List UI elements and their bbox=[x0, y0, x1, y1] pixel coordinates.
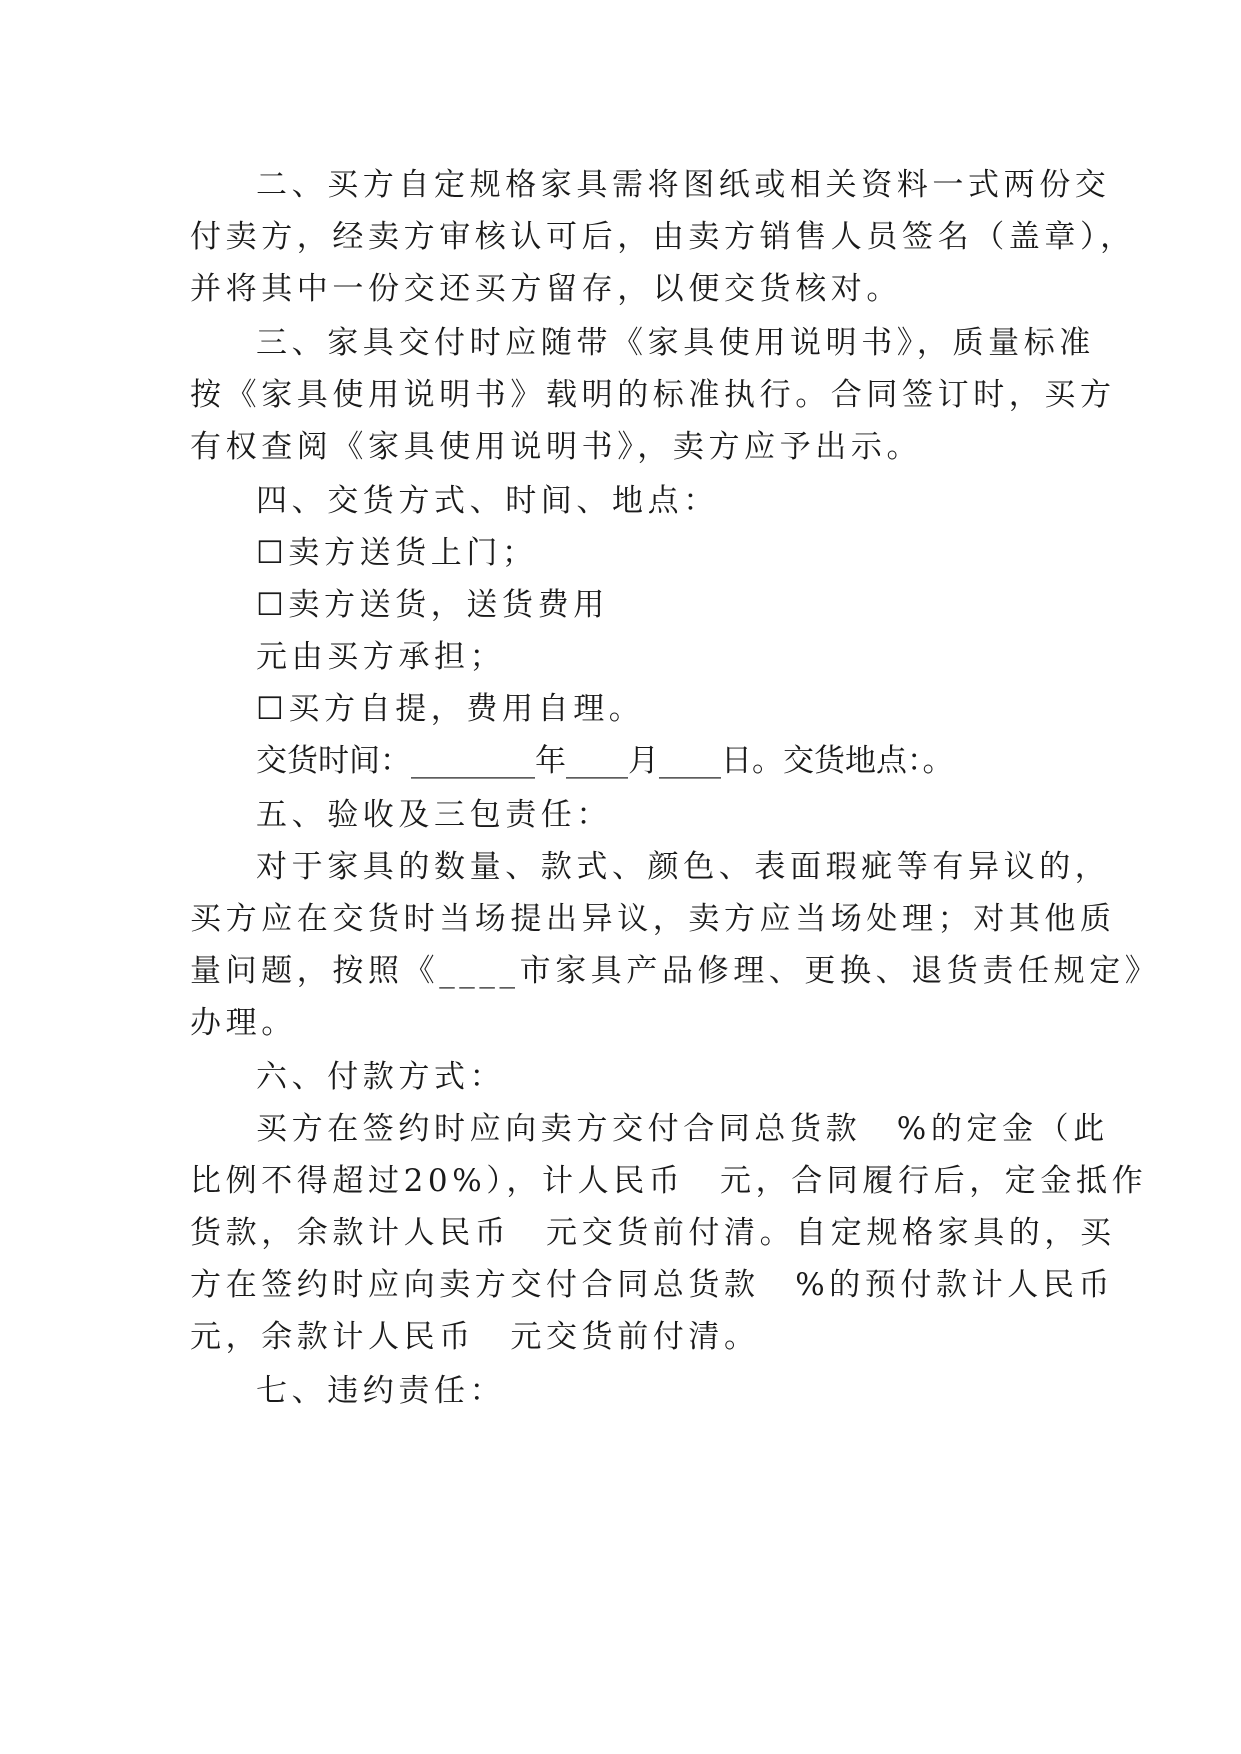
clause-6-line-3: 货款，余款计人民币 元交货前付清。自定规格家具的，买 bbox=[190, 1215, 1116, 1251]
clause-5-line-3: 量问题，按照《____市家具产品修理、更换、退货责任规定》 bbox=[190, 953, 1161, 989]
clause-3-line-3: 有权查阅《家具使用说明书》，卖方应予出示。 bbox=[190, 429, 923, 465]
clause-5-line-2: 买方应在交货时当场提出异议，卖方应当场处理；对其他质 bbox=[190, 901, 1116, 937]
clause-7-heading: 七、违约责任： bbox=[256, 1373, 506, 1409]
clause-6-line-2: 比例不得超过20%），计人民币 元，合同履行后，定金抵作 bbox=[190, 1163, 1148, 1199]
clause-4-heading: 四、交货方式、时间、地点： bbox=[256, 483, 719, 519]
delivery-option-paid-delivery-cont: 元由买方承担； bbox=[256, 639, 506, 675]
clause-6-heading: 六、付款方式： bbox=[256, 1059, 506, 1095]
clause-5-line-1: 对于家具的数量、款式、颜色、表面瑕疵等有异议的， bbox=[256, 849, 1111, 885]
clause-2-line-2: 付卖方，经卖方审核认可后，由卖方销售人员签名（盖章）， bbox=[190, 219, 1136, 255]
delivery-option-seller-delivers: ☐卖方送货上门； bbox=[256, 535, 538, 571]
clause-2-line-1: 二、买方自定规格家具需将图纸或相关资料一式两份交 bbox=[256, 167, 1111, 203]
clause-2-line-3: 并将其中一份交还买方留存，以便交货核对。 bbox=[190, 271, 902, 307]
delivery-option-self-pickup: ☐买方自提，费用自理。 bbox=[256, 691, 645, 727]
delivery-option-paid-delivery: ☐卖方送货，送货费用 bbox=[256, 587, 609, 623]
delivery-time-place: 交货时间：________年____月____日。交货地点：。 bbox=[256, 743, 954, 779]
clause-5-line-4: 办理。 bbox=[190, 1005, 297, 1041]
clause-6-line-1: 买方在签约时应向卖方交付合同总货款 %的定金（此 bbox=[256, 1111, 1109, 1147]
clause-6-line-5: 元，余款计人民币 元交货前付清。 bbox=[190, 1319, 760, 1355]
clause-3-line-2: 按《家具使用说明书》载明的标准执行。合同签订时，买方 bbox=[190, 377, 1116, 413]
clause-5-heading: 五、验收及三包责任： bbox=[256, 797, 612, 833]
clause-6-line-4: 方在签约时应向卖方交付合同总货款 %的预付款计人民币 bbox=[190, 1267, 1115, 1303]
clause-3-line-1: 三、家具交付时应随带《家具使用说明书》，质量标准 bbox=[256, 325, 1095, 361]
